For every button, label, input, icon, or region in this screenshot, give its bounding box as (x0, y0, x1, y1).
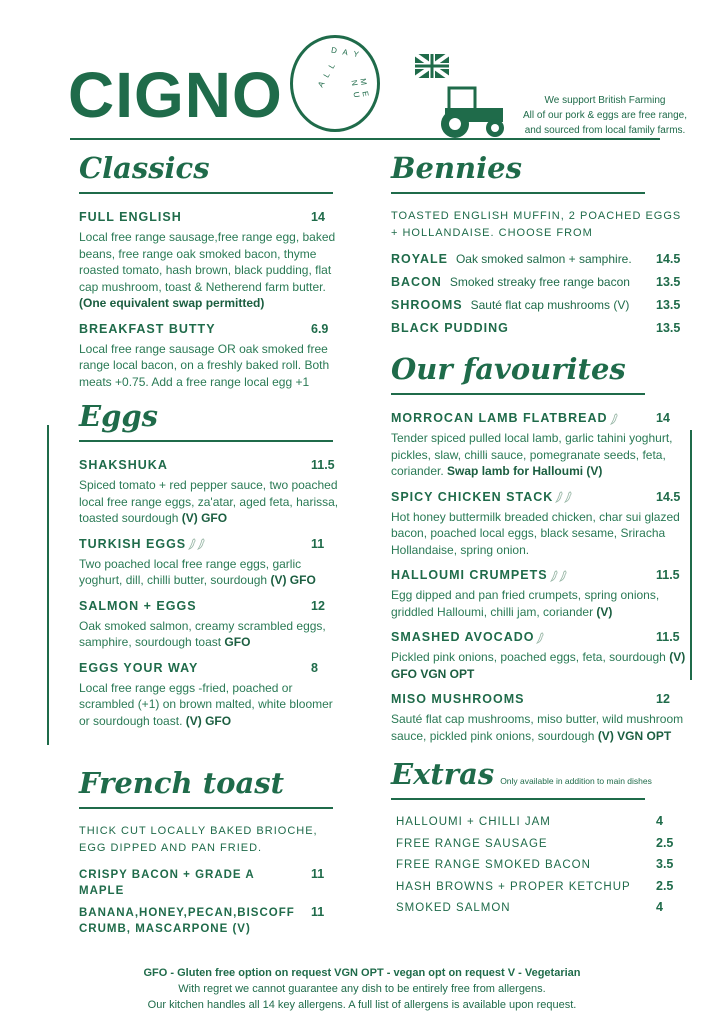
dietary-note: (V) (596, 604, 613, 619)
chili-icon (536, 632, 545, 644)
dietary-note: (V) GFO (185, 713, 232, 728)
menu-item (79, 535, 341, 589)
description-text: Two poached local free range eggs, garlic yoghurt, dill, chilli butter, sourdough (79, 556, 302, 587)
description-text: Egg dipped and pan fried crumpets, spring onions, griddled Halloumi, chilli jam, coriander (391, 588, 660, 619)
chili-icon (555, 491, 573, 503)
section-title-favourites: Our favourites (391, 352, 626, 386)
menu-item (79, 597, 341, 651)
menu-item-description (79, 341, 341, 391)
menu-item-header (79, 597, 341, 615)
menu-item-price: 14.5 (656, 252, 681, 266)
tagline-line: and sourced from local family farms. (524, 125, 686, 136)
extras-item-name: FREE RANGE SAUSAGE (396, 837, 548, 850)
dietary-note: (V) VGN OPT (597, 728, 672, 743)
extras-item-price: 4 (656, 814, 663, 828)
menu-item-description (79, 618, 341, 651)
menu-item-name (79, 456, 311, 474)
description-text: Tender spiced pulled local lamb, garlic tahini yoghurt, pickles, slaw, chilli sauce, pomegranate seeds, feta, coriander. (391, 431, 673, 478)
section-title-extras: Extras (391, 757, 495, 791)
french-toast-intro: THICK CUT LOCALLY BAKED BRIOCHE, EGG DIPPED AND PAN FRIED. (79, 825, 318, 854)
menu-item-name (391, 319, 656, 337)
allergen-notice: Our kitchen handles all 14 key allergens. A full list of allergens is available upon request. (147, 999, 577, 1011)
description-text: Local free range eggs -fried, poached or scrambled (+1) on brown malted, white bloomer or sourdough toast. (79, 680, 333, 728)
tagline-line: All of our pork & eggs are free range, (523, 110, 687, 121)
menu-item-name (391, 250, 656, 268)
section-title-bennies: Bennies (391, 151, 522, 185)
menu-item (391, 488, 686, 559)
farming-tagline (505, 93, 705, 138)
menu-item (391, 690, 686, 744)
menu-item-name (79, 535, 311, 553)
menu-item-name (391, 628, 656, 646)
extras-item (391, 857, 686, 879)
item-name-text: FULL ENGLISH (79, 210, 182, 224)
item-name-text: BLACK PUDDING (391, 321, 509, 335)
allergen-notice: With regret we cannot guarantee any dish to be entirely free from allergens. (178, 983, 546, 995)
divider (391, 192, 645, 194)
item-name-text: HALLOUMI CRUMPETS (391, 568, 548, 582)
menu-item (391, 250, 686, 268)
extras-item-price: 2.5 (656, 835, 674, 850)
menu-item-price: 11.5 (656, 630, 680, 644)
extras-item (391, 814, 686, 836)
item-name-text: SHROOMS (391, 298, 463, 312)
menu-item-name (79, 597, 311, 615)
chili-icon (610, 413, 619, 425)
divider (79, 807, 333, 809)
item-name-text: MISO MUSHROOMS (391, 692, 525, 706)
dietary-note: GFO (224, 635, 251, 649)
divider (391, 798, 645, 800)
menu-item-name (391, 296, 656, 314)
menu-item (391, 409, 686, 480)
item-name-text: BACON (391, 275, 442, 289)
all-day-menu-stamp: A L L D A Y M E N U (290, 35, 380, 132)
divider (391, 393, 645, 395)
divider (70, 138, 660, 140)
menu-item-header (79, 320, 341, 338)
chili-icon (550, 570, 568, 582)
tractor-icon (437, 84, 509, 140)
union-flag-icon (415, 54, 449, 78)
right-column (391, 150, 686, 922)
tagline-line: We support British Farming (544, 95, 666, 106)
menu-item (79, 905, 341, 937)
menu-item-name (79, 320, 311, 338)
item-subtitle: Smoked streaky free range bacon (449, 275, 630, 289)
dietary-note: (V) GFO (181, 511, 228, 525)
menu-item-price: 12 (311, 598, 325, 613)
section-title-french_toast: French toast (79, 766, 284, 800)
menu-item-price: 11.5 (656, 568, 680, 582)
menu-item-description (391, 430, 686, 480)
extras-item-price: 4 (656, 900, 663, 914)
chili-icon (188, 538, 206, 550)
menu-item (79, 867, 341, 899)
logo: CIGNO (68, 59, 283, 131)
menu-item-price: 11 (311, 905, 325, 919)
menu-item-header (79, 535, 341, 553)
menu-item-price: 13.5 (656, 298, 681, 312)
menu-item-price: 13.5 (656, 275, 681, 289)
extras-item-name: HALLOUMI + CHILLI JAM (396, 816, 551, 828)
item-subtitle: Oak smoked salmon + samphire. (455, 252, 632, 266)
menu-item (79, 456, 341, 527)
description-text: Pickled pink onions, poached eggs, feta, sourdough (391, 650, 670, 664)
menu-item (391, 319, 686, 337)
menu-item-header (79, 659, 341, 677)
extras-note: Only available in addition to main dishes (500, 776, 652, 786)
menu-item-name (391, 566, 656, 584)
menu-item-name (391, 690, 656, 708)
dietary-note: (One equivalent swap permitted) (79, 296, 265, 310)
section-extras (391, 756, 686, 922)
section-eggs (79, 398, 341, 729)
section-bennies (391, 150, 686, 337)
menu-item-description (391, 711, 686, 744)
menu-item-price: 11.5 (311, 458, 335, 472)
section-title-eggs: Eggs (79, 399, 158, 433)
menu-item (391, 296, 686, 314)
dietary-key: GFO - Gluten free option on request VGN OPT - vegan opt on request V - Vegetarian (143, 967, 581, 979)
menu-item (79, 208, 341, 312)
menu-item-price: 14 (311, 210, 325, 224)
menu-item (391, 273, 686, 291)
item-subtitle: Sauté flat cap mushrooms (V) (470, 298, 630, 312)
extras-item-name: HASH BROWNS + PROPER KETCHUP (396, 880, 631, 893)
extras-item (391, 836, 686, 858)
menu-item-price: 12 (656, 692, 670, 706)
menu-item-name (391, 409, 656, 427)
menu-item-header (391, 488, 686, 506)
item-name-text: ROYALE (391, 252, 448, 266)
item-name-text: SALMON + EGGS (79, 598, 197, 613)
extras-item (391, 900, 686, 922)
divider (47, 425, 49, 745)
menu-item (79, 659, 341, 730)
menu-item-header (79, 456, 341, 474)
bennies-intro: TOASTED ENGLISH MUFFIN, 2 POACHED EGGS + HOLLANDAISE. CHOOSE FROM (391, 210, 682, 239)
description-text: Local free range sausage OR oak smoked free range local bacon, on a freshly baked roll. Both meats +0.75. Add a free range local egg +1 (79, 341, 330, 389)
menu-item-price: 11 (311, 867, 325, 881)
menu-item-price: 6.9 (311, 321, 329, 336)
divider (690, 430, 692, 680)
menu-item-price: 14.5 (656, 489, 681, 504)
menu-item-name (391, 273, 656, 291)
item-name-text: BREAKFAST BUTTY (79, 321, 216, 336)
menu-item-name (79, 208, 311, 226)
menu-item-description (391, 649, 686, 682)
extras-item-name: FREE RANGE SMOKED BACON (396, 859, 591, 871)
section-header (391, 756, 686, 792)
menu-item-description (391, 587, 686, 620)
menu-item-price: 11 (311, 536, 325, 551)
menu-item-description (79, 477, 341, 527)
menu-item-description (391, 509, 686, 559)
extras-item-price: 3.5 (656, 857, 674, 871)
dietary-note: (V) GFO VGN OPT (391, 650, 686, 681)
section-classics (79, 150, 341, 390)
menu-item-description (79, 680, 341, 730)
menu-item-header (391, 566, 686, 584)
menu-item-name (79, 659, 311, 677)
divider (79, 440, 333, 442)
section-french_toast (79, 765, 341, 937)
section-title-classics: Classics (79, 151, 210, 185)
menu-item-name: CRISPY BACON + GRADE A MAPLE (79, 869, 255, 897)
menu-item-header (391, 628, 686, 646)
menu-item (391, 628, 686, 682)
item-name-text: SMASHED AVOCADO (391, 630, 535, 644)
extras-item-price: 2.5 (656, 878, 674, 893)
menu-item-price: 8 (311, 660, 318, 675)
item-name-text: EGGS YOUR WAY (79, 660, 199, 675)
item-name-text: SHAKSHUKA (79, 458, 168, 472)
extras-item (391, 879, 686, 901)
menu-item (79, 320, 341, 391)
menu-item-name (391, 488, 656, 506)
menu-item-price: 14 (656, 411, 670, 425)
item-name-text: TURKISH EGGS (79, 536, 187, 551)
item-name-text: SPICY CHICKEN STACK (391, 489, 554, 504)
description-text: Hot honey buttermilk breaded chicken, char sui glazed bacon, poached local eggs, black sesame, Sriracha Hollandaise, spring onion. (391, 509, 680, 557)
menu-item (391, 566, 686, 620)
section-favourites (391, 351, 686, 744)
dietary-note: (V) GFO (270, 573, 316, 587)
menu-item-header (391, 409, 686, 427)
menu-item-name: BANANA,HONEY,PECAN,BISCOFF CRUMB, MASCARPONE (V) (79, 907, 295, 935)
extras-item-name: SMOKED SALMON (396, 902, 511, 914)
menu-item-header (391, 690, 686, 708)
left-column (79, 150, 341, 943)
menu-item-description (79, 229, 341, 312)
dietary-note: Swap lamb for Halloumi (V) (447, 464, 603, 478)
item-name-text: MORROCAN LAMB FLATBREAD (391, 411, 608, 425)
menu-item-description (79, 556, 341, 589)
menu-item-header (79, 208, 341, 226)
description-text: Local free range sausage,free range egg, baked beans, free range oak smoked bacon, thyme roasted tomato, hash brown, black pudding, flat cap mushroom, toast & Netherend farm butter. (79, 230, 336, 294)
menu-item-price: 13.5 (656, 321, 681, 335)
divider (79, 192, 333, 194)
description-text: Sauté flat cap mushrooms, miso butter, wild mushroom sauce, pickled pink onions, sourdough (391, 712, 684, 743)
description-text: Spiced tomato + red pepper sauce, two poached local free range eggs, za'atar, aged feta, harissa, toasted sourdough (79, 478, 339, 525)
description-text: Oak smoked salmon, creamy scrambled eggs, samphire, sourdough toast (79, 618, 326, 649)
